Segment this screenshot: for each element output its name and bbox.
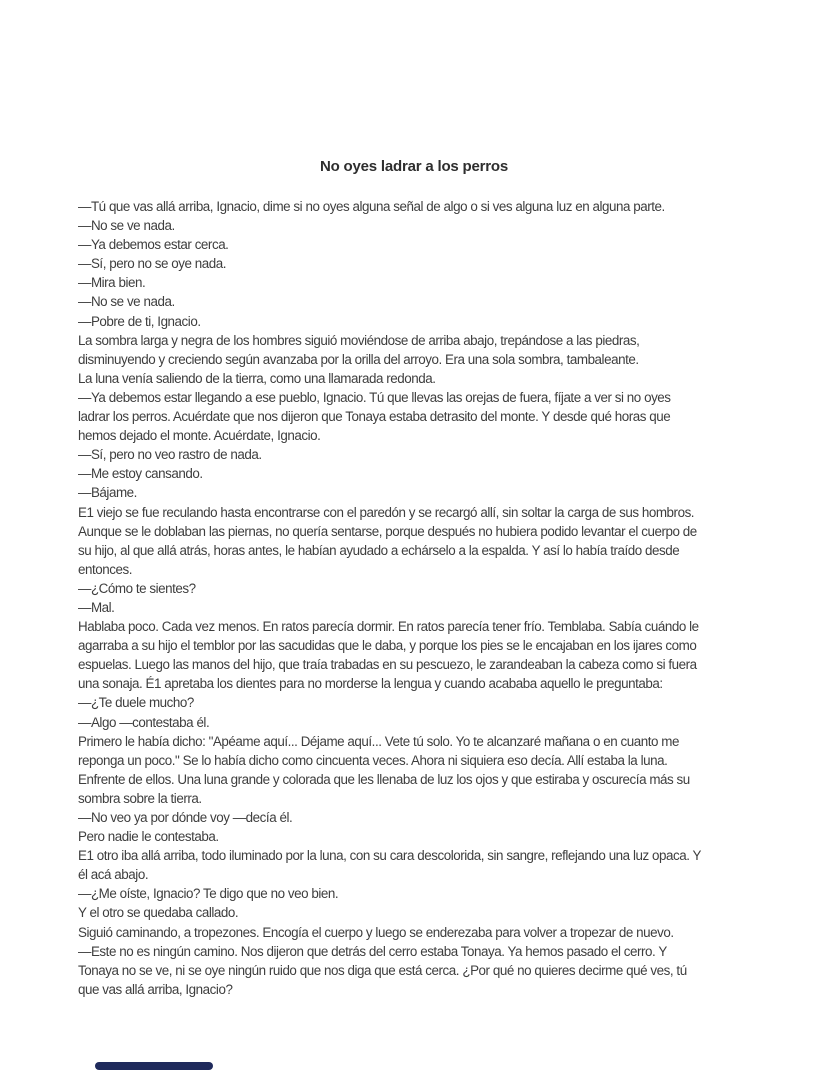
text-line: Tonaya no se ve, ni se oye ningún ruido que nos diga que está cerca. ¿Por qué no quieres decirme qué ves, tú [78, 962, 687, 978]
text-line: Pero nadie le contestaba. [78, 829, 219, 845]
text-line: —Algo —contestaba él. [78, 714, 210, 730]
text-line: Y el otro se quedaba callado. [78, 905, 239, 921]
text-line: él acá abajo. [78, 867, 149, 883]
text-line: Enfrente de ellos. Una luna grande y colorada que les llenaba de luz los ojos y que estiraba y oscurecía más su [78, 771, 690, 787]
text-line: E1 viejo se fue reculando hasta encontrarse con el paredón y se recargó allí, sin soltar la carga de sus hombros. [78, 504, 695, 520]
text-line: —Ya debemos estar llegando a ese pueblo, Ignacio. Tú que llevas las orejas de fuera, fíjate a ver si no oyes [78, 389, 671, 405]
story-title: No oyes ladrar a los perros [319, 158, 508, 175]
text-line: —¿Me oíste, Ignacio? Te digo que no veo bien. [78, 886, 339, 902]
text-line: Primero le había dicho: "Apéame aquí... Déjame aquí... Vete tú solo. Yo te alcanzaré mañana o en cuanto me [78, 733, 679, 749]
text-line: hemos dejado el monte. Acuérdate, Ignacio. [78, 428, 321, 444]
text-line: —Pobre de ti, Ignacio. [78, 313, 201, 329]
text-line: que vas allá arriba, Ignacio? [78, 981, 233, 997]
text-line: —¿Cómo te sientes? [78, 580, 196, 596]
text-line: —Mal. [78, 599, 115, 615]
story-text [78, 197, 778, 999]
text-line: disminuyendo y creciendo según avanzaba por la orilla del arroyo. Era una sola sombra, tambaleante. [78, 351, 639, 367]
text-line: E1 otro iba allá arriba, todo iluminado por la luna, con su cara descolorida, sin sangre, reflejando una luz opaca. Y [78, 848, 702, 864]
text-line: —Sí, pero no veo rastro de nada. [78, 447, 262, 463]
text-line: sombra sobre la tierra. [78, 790, 202, 806]
text-line: —Sí, pero no se oye nada. [78, 256, 227, 272]
text-line: reponga un poco." Se lo había dicho como cincuenta veces. Ahora ni siquiera eso decía. Allí estaba la luna. [78, 752, 668, 768]
text-line: ladrar los perros. Acuérdate que nos dijeron que Tonaya estaba detrasito del monte. Y desde qué horas que [78, 409, 671, 425]
text-line: —No se ve nada. [78, 294, 175, 310]
text-line: —Tú que vas allá arriba, Ignacio, dime si no oyes alguna señal de algo o si ves alguna luz en alguna parte. [78, 199, 665, 214]
scroll-indicator[interactable] [95, 1062, 213, 1070]
text-line: La sombra larga y negra de los hombres siguió moviéndose de arriba abajo, trepándose a las piedras, [78, 332, 640, 348]
text-line: —Me estoy cansando. [78, 466, 203, 482]
text-line: agarraba a su hijo el temblor por las sacudidas que le daba, y porque los pies se le encajaban en los ijares como [78, 638, 697, 654]
text-line: La luna venía saliendo de la tierra, como una llamarada redonda. [78, 370, 436, 386]
text-line: —¿Te duele mucho? [78, 695, 194, 711]
text-line: entonces. [78, 561, 133, 577]
text-line: —Bájame. [78, 485, 137, 501]
text-line: una sonaja. É1 apretaba los dientes para no morderse la lengua y cuando acababa aquello le preguntaba: [78, 676, 663, 692]
text-line: —Mira bien. [78, 275, 146, 291]
text-line: —No se ve nada. [78, 218, 175, 234]
text-line: Aunque se le doblaban las piernas, no quería sentarse, porque después no hubiera podido levantar el cuerpo de [78, 523, 697, 539]
text-line: Siguió caminando, a tropezones. Encogía el cuerpo y luego se enderezaba para volver a tropezar de nuevo. [78, 924, 674, 940]
text-line: —Ya debemos estar cerca. [78, 237, 229, 253]
text-line: —No veo ya por dónde voy —decía él. [78, 810, 293, 825]
text-line: —Este no es ningún camino. Nos dijeron que detrás del cerro estaba Tonaya. Ya hemos pasado el cerro. Y [78, 943, 667, 959]
text-line: su hijo, al que allá atrás, horas antes, le habían ayudado a echárselo a la espalda. Y así lo había traído desde [78, 542, 680, 558]
text-line: espuelas. Luego las manos del hijo, que traía trabadas en su pescuezo, le zarandeaban la cabeza como si fuera [78, 657, 697, 673]
text-line: Hablaba poco. Cada vez menos. En ratos parecía dormir. En ratos parecía tener frío. Temblaba. Sabía cuándo le [78, 619, 699, 635]
